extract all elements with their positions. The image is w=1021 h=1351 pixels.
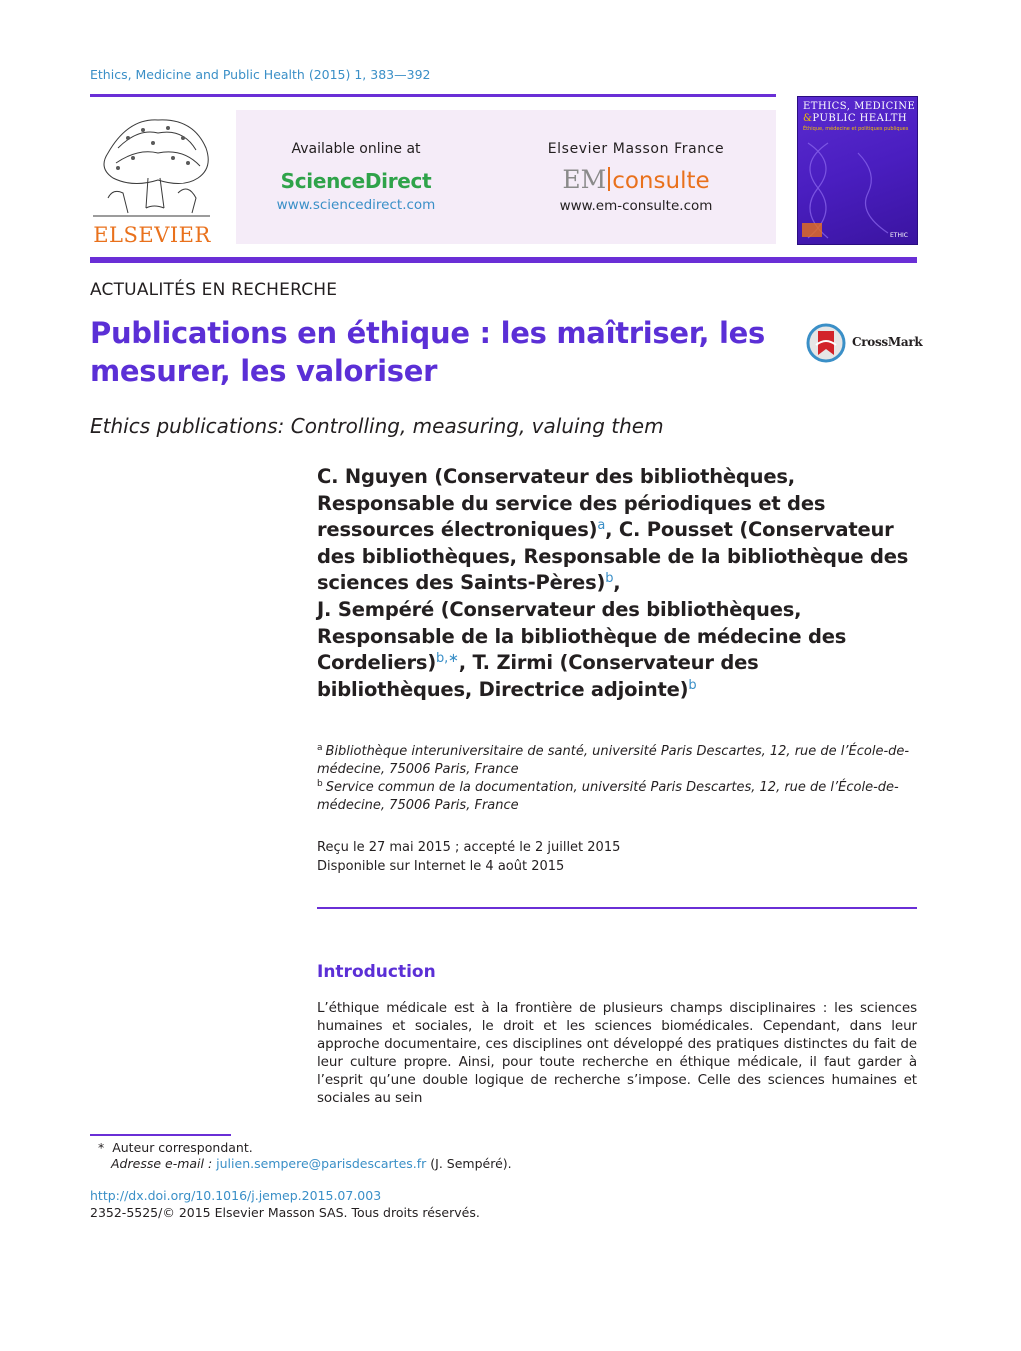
author-separator: , [458, 651, 473, 675]
corresponding-author-note [98, 1140, 253, 1155]
affiliation-marker: a [317, 743, 323, 753]
email-label: Adresse e-mail : [111, 1156, 213, 1171]
available-online-label: Available online at [291, 141, 421, 157]
online-date: Disponible sur Internet le 4 août 2015 [317, 859, 565, 874]
sciencedirect-logo[interactable]: ScienceDirect [280, 169, 432, 193]
introduction-heading: Introduction [317, 962, 436, 982]
affiliation-item [317, 743, 917, 779]
introduction-paragraph: L’éthique médicale est à la frontière de plusieurs champs disciplinaires : les sciences humaines et sociales, le droit et les sciences biomédicales. Cependant, dans leur approche documentaire, ces disciplines ont développé des pratiques distinctes du fait de leur culture propre. Ainsi, pour toute recherche en éthique médicale, il faut garder à l’esprit qu’une double logique de recherche s’impose. Celle des sciences humaines et sociales au sein [317, 1000, 917, 1106]
em-logo-consulte: consulte [612, 168, 710, 194]
author-list [317, 464, 917, 703]
author: C. Pousset (Conservateur des bibliothèques, Responsable de la bibliothèque des sciences des Saints-Pères) [317, 518, 909, 595]
received-accepted-date: Reçu le 27 mai 2015 ; accepté le 2 juillet 2015 [317, 840, 621, 855]
affiliation-item [317, 779, 917, 815]
author-separator: , [605, 518, 619, 542]
crossmark-badge[interactable] [806, 323, 923, 363]
elsevier-logo[interactable] [88, 108, 216, 246]
affiliation-text: Service commun de la documentation, université Paris Descartes, 12, rue de l’École-de-médecine, 75006 Paris, France [317, 780, 899, 813]
elsevier-wordmark: ELSEVIER [93, 223, 211, 247]
affiliation-text: Bibliothèque interuniversitaire de santé, université Paris Descartes, 12, rue de l’École-de-médecine, 75006 Paris, France [317, 744, 910, 777]
em-logo-divider [608, 167, 610, 191]
corresponding-author-label: Auteur correspondant. [112, 1140, 253, 1155]
footnote-marker: * [98, 1140, 105, 1155]
doi-link[interactable]: http://dx.doi.org/10.1016/j.jemep.2015.07.003 [90, 1188, 382, 1203]
email-note [111, 1156, 512, 1171]
author-separator: , [613, 571, 621, 595]
cover-dna-graphic [798, 133, 917, 243]
availability-banner [236, 110, 776, 244]
em-consulte-logo[interactable] [526, 165, 746, 194]
article-title: Publications en éthique : les maîtriser, les mesurer, les valoriser [90, 316, 765, 388]
sciencedirect-link[interactable]: www.sciencedirect.com [276, 197, 436, 213]
article-subtitle: Ethics publications: Controlling, measuring, valuing them [90, 414, 664, 438]
author: C. Nguyen (Conservateur des bibliothèques, Responsable du service des périodiques et des ressources électroniques) [317, 465, 826, 542]
header-rule [90, 94, 776, 97]
cover-title-line2: &PUBLIC HEALTH [803, 113, 908, 124]
copyright: 2352-5525/© 2015 Elsevier Masson SAS. Tous droits réservés. [90, 1205, 480, 1220]
author-affiliation-ref[interactable]: b [688, 677, 697, 693]
cover-subtitle: Éthique, médecine et politiques publiques [803, 126, 909, 132]
author-affiliation-ref[interactable]: b [605, 571, 614, 587]
section-rule [90, 257, 917, 263]
journal-cover[interactable] [797, 96, 918, 245]
publisher-name: Elsevier Masson France [547, 141, 725, 157]
affiliations [317, 743, 917, 815]
cover-title-line1: ETHICS, MEDICINE [803, 101, 916, 112]
em-consulte-link[interactable]: www.em-consulte.com [559, 198, 713, 214]
article-dates [317, 838, 620, 876]
affiliation-marker: b [317, 779, 323, 789]
journal-reference[interactable]: Ethics, Medicine and Public Health (2015) 1, 383—392 [90, 67, 431, 82]
svg-text:ETHIC: ETHIC [890, 232, 908, 239]
crossmark-label: CrossMark [852, 335, 923, 349]
email-suffix: (J. Sempéré). [430, 1156, 512, 1171]
author: J. Sempéré (Conservateur des bibliothèques, Responsable de la bibliothèque de médecine des Cordeliers) [317, 597, 847, 675]
author: T. Zirmi (Conservateur des bibliothèques, Directrice adjointe) [317, 651, 759, 701]
crossmark-icon [806, 323, 846, 363]
em-logo-em: EM [562, 165, 607, 194]
footnote-rule [90, 1134, 231, 1136]
author-affiliation-ref[interactable]: b,∗ [436, 651, 459, 667]
email-link[interactable]: julien.sempere@parisdescartes.fr [216, 1156, 427, 1171]
author-affiliation-ref[interactable]: a [597, 518, 606, 534]
article-section: ACTUALITÉS EN RECHERCHE [90, 280, 338, 300]
abstract-rule [317, 907, 917, 909]
elsevier-tree-icon [88, 108, 216, 223]
